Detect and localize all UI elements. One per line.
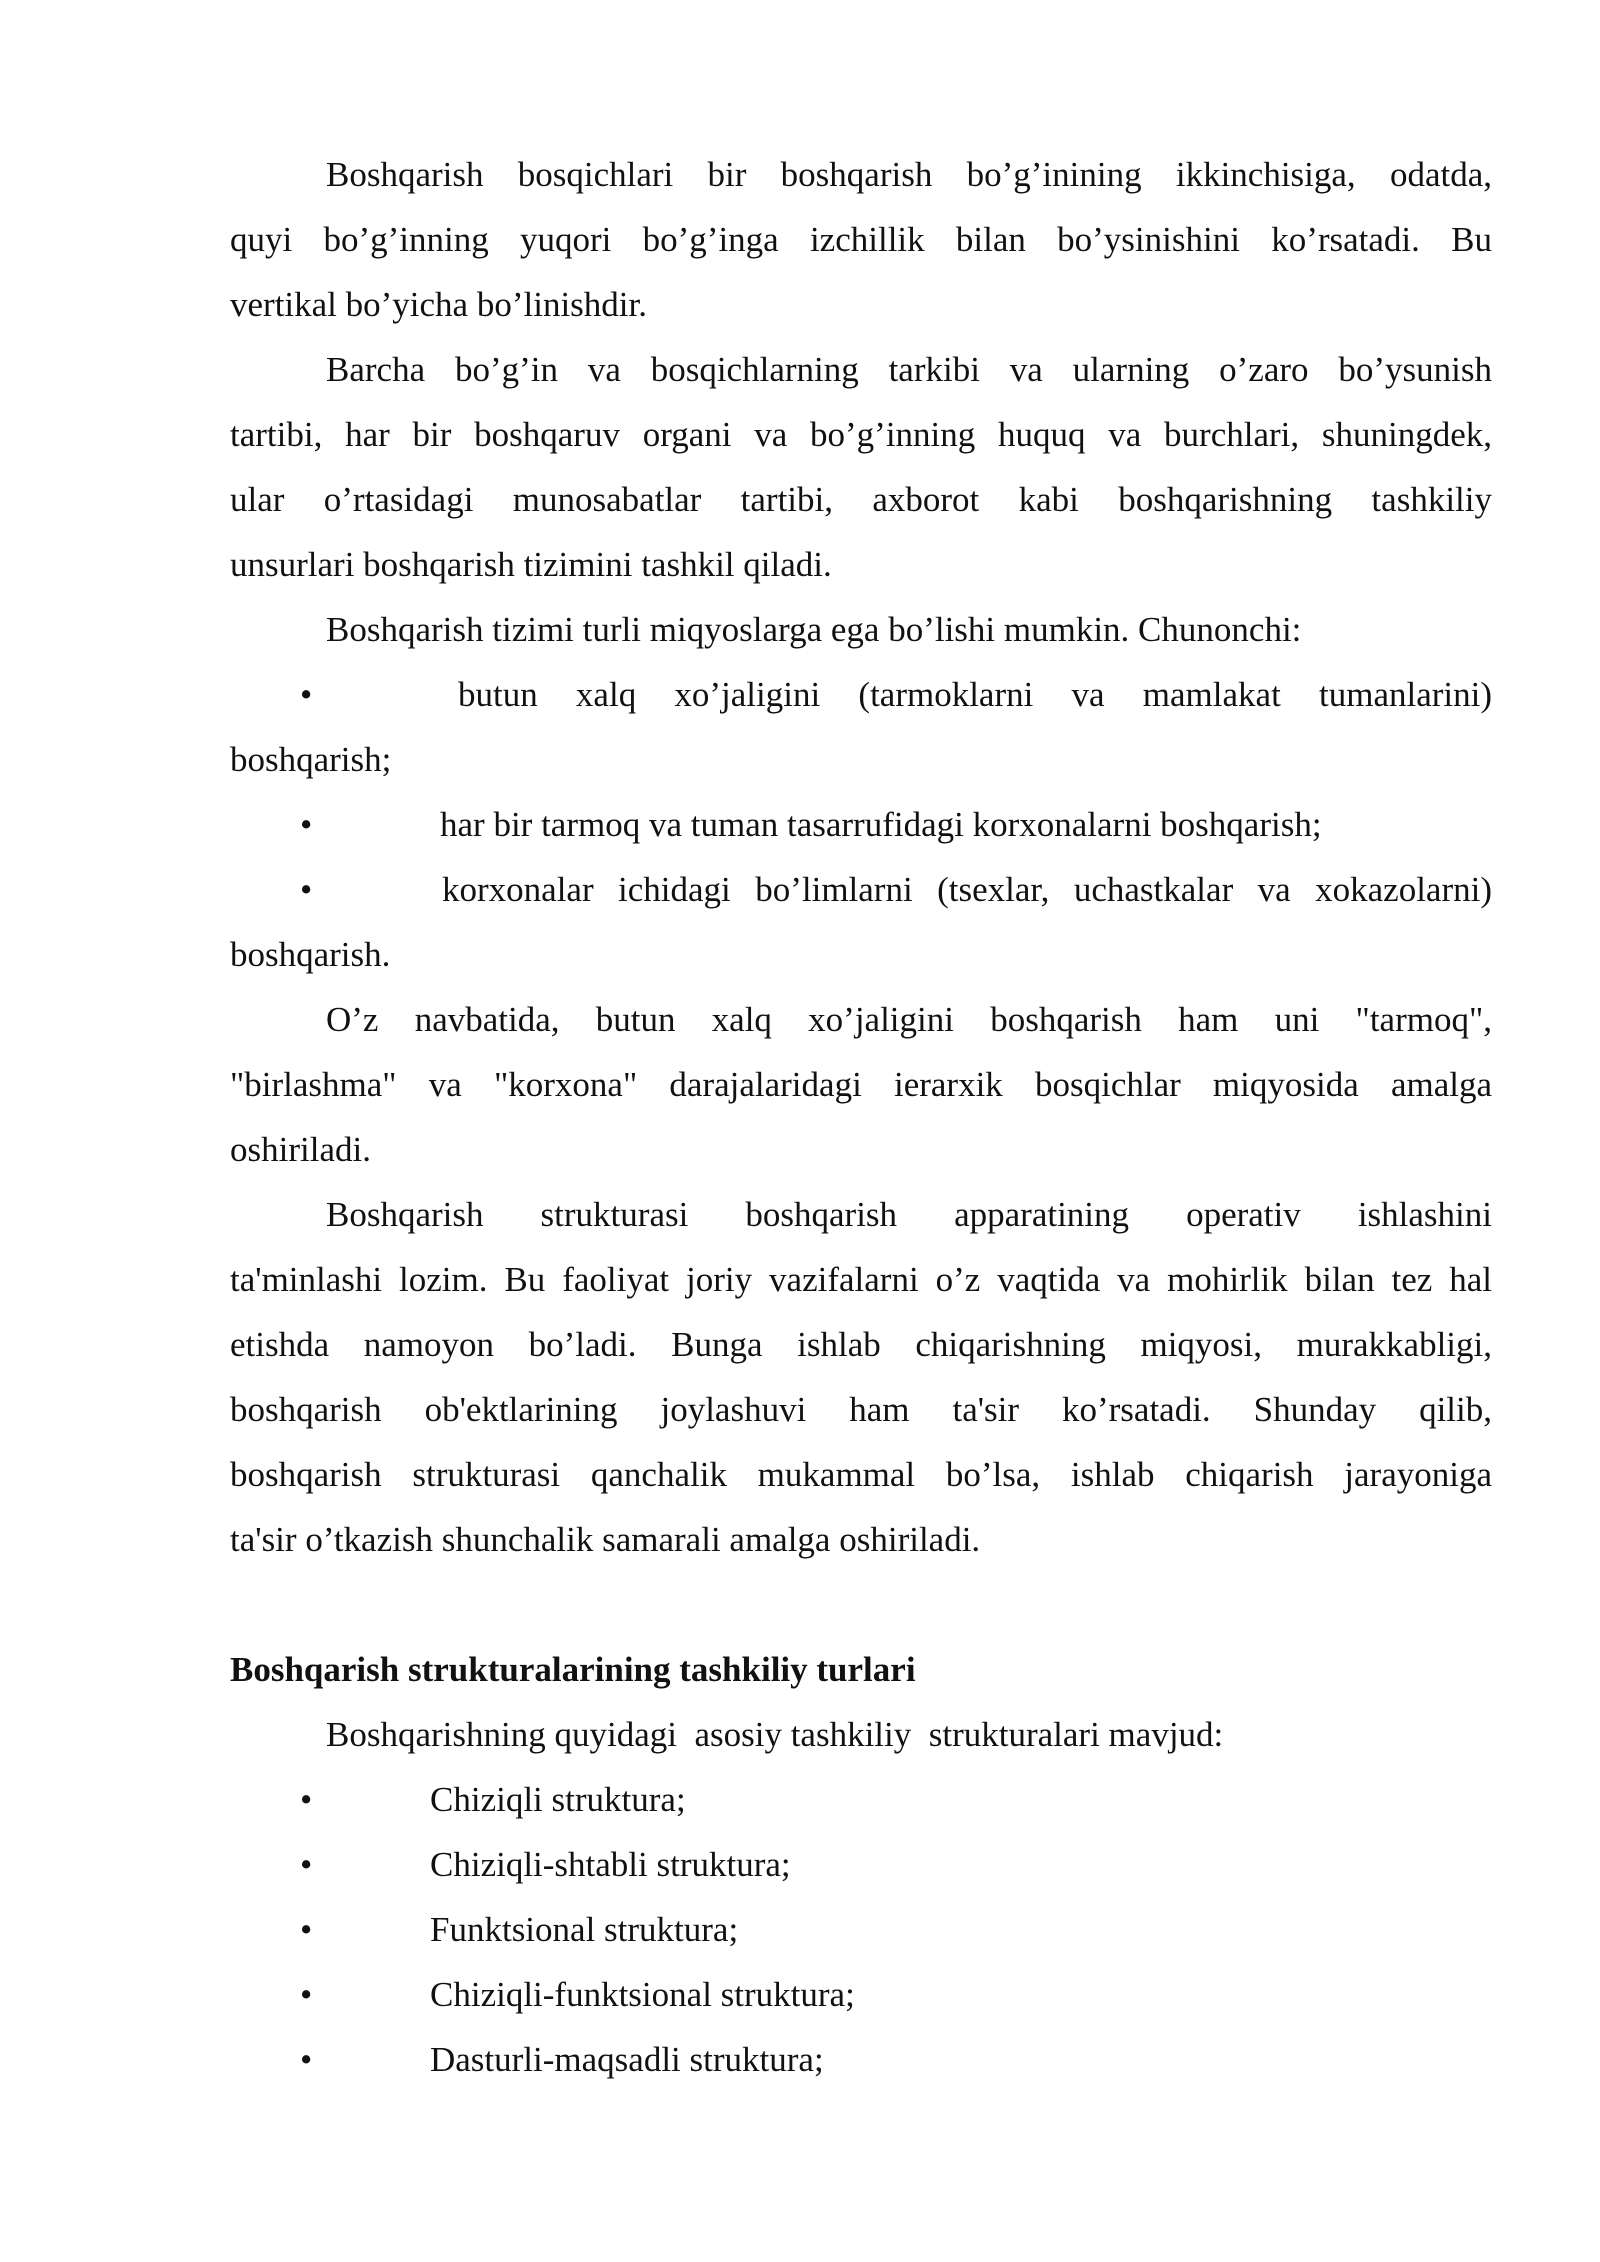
section-spacer (230, 1572, 1492, 1637)
bullet-icon: • (300, 1780, 313, 1819)
list-item (230, 1832, 1492, 1897)
paragraph-line: etishda namoyon bo’ladi. Bunga ishlab chiqarishning miqyosi, murakkabligi, (230, 1325, 1492, 1364)
bullet-icon: • (300, 1910, 313, 1949)
paragraph-line: "birlashma" va "korxona" darajalaridagi ierarxik bosqichlar miqyosida amalga (230, 1065, 1492, 1104)
list-item (230, 2027, 1492, 2092)
list-item (230, 792, 1492, 857)
paragraph-line: ular o’rtasidagi munosabatlar tartibi, axborot kabi boshqarishning tashkiliy (230, 480, 1492, 519)
paragraph-line: unsurlari boshqarish tizimini tashkil qiladi. (230, 545, 832, 584)
paragraph-2 (230, 337, 1492, 597)
paragraph-line: quyi bo’g’inning yuqori bo’g’inga izchillik bilan bo’ysinishini ko’rsatadi. Bu (230, 220, 1492, 259)
paragraph-line: boshqarish strukturasi qanchalik mukammal bo’lsa, ishlab chiqarish jarayoniga (230, 1455, 1492, 1494)
list-item-line: boshqarish; (230, 740, 392, 779)
paragraph-line: vertikal bo’yicha bo’linishdir. (230, 285, 647, 324)
list-item-label: Chiziqli-shtabli struktura; (430, 1845, 791, 1884)
list-item-line: boshqarish. (230, 935, 391, 974)
bullet-icon: • (300, 805, 313, 844)
bullet-list-structures (230, 1767, 1492, 2092)
list-item (230, 857, 1492, 987)
list-item-label: Dasturli-maqsadli struktura; (430, 2040, 824, 2079)
paragraph-line: ta'minlashi lozim. Bu faoliyat joriy vazifalarni o’z vaqtida va mohirlik bilan tez hal (230, 1260, 1492, 1299)
list-item (230, 662, 1492, 792)
section-intro: Boshqarishning quyidagi asosiy tashkiliy strukturalari mavjud: (326, 1715, 1224, 1754)
bullet-icon: • (300, 1845, 313, 1884)
list-item-line: butun xalq xo’jaligini (tarmoklarni va mamlakat tumanlarini) (458, 675, 1492, 714)
paragraph-line: boshqarish ob'ektlarining joylashuvi ham ta'sir ko’rsatadi. Shunday qilib, (230, 1390, 1492, 1429)
paragraph-line: Boshqarish tizimi turli miqyoslarga ega bo’lishi mumkin. Chunonchi: (326, 610, 1302, 649)
paragraph-line: oshiriladi. (230, 1130, 371, 1169)
list-item-line: korxonalar ichidagi bo’limlarni (tsexlar, uchastkalar va xokazolarni) (442, 870, 1492, 909)
list-item-line: har bir tarmoq va tuman tasarrufidagi korxonalarni boshqarish; (440, 805, 1322, 844)
paragraph-line: Boshqarish bosqichlari bir boshqarish bo’g’inining ikkinchisiga, odatda, (326, 155, 1492, 194)
bullet-icon: • (300, 1975, 313, 2014)
list-item (230, 1962, 1492, 2027)
list-item-label: Funktsional struktura; (430, 1910, 739, 1949)
paragraph-4 (230, 987, 1492, 1182)
list-item-label: Chiziqli struktura; (430, 1780, 686, 1819)
bullet-icon: • (300, 675, 313, 714)
paragraph-5 (230, 1182, 1492, 1572)
bullet-icon: • (300, 2040, 313, 2079)
bullet-list-scope (230, 662, 1492, 987)
section-heading: Boshqarish strukturalarining tashkiliy turlari (230, 1650, 916, 1689)
bullet-icon: • (300, 870, 313, 909)
paragraph-line: Boshqarish strukturasi boshqarish apparatining operativ ishlashini (326, 1195, 1492, 1234)
paragraph-line: Barcha bo’g’in va bosqichlarning tarkibi va ularning o’zaro bo’ysunish (326, 350, 1492, 389)
paragraph-line: O’z navbatida, butun xalq xo’jaligini boshqarish ham uni "tarmoq", (326, 1000, 1492, 1039)
list-item (230, 1897, 1492, 1962)
paragraph-3 (230, 597, 1492, 662)
list-item-label: Chiziqli-funktsional struktura; (430, 1975, 855, 2014)
list-item (230, 1767, 1492, 1832)
document-page (230, 142, 1492, 2092)
paragraph-1 (230, 142, 1492, 337)
paragraph-line: ta'sir o’tkazish shunchalik samarali amalga oshiriladi. (230, 1520, 981, 1559)
paragraph-line: tartibi, har bir boshqaruv organi va bo’g’inning huquq va burchlari, shuningdek, (230, 415, 1492, 454)
